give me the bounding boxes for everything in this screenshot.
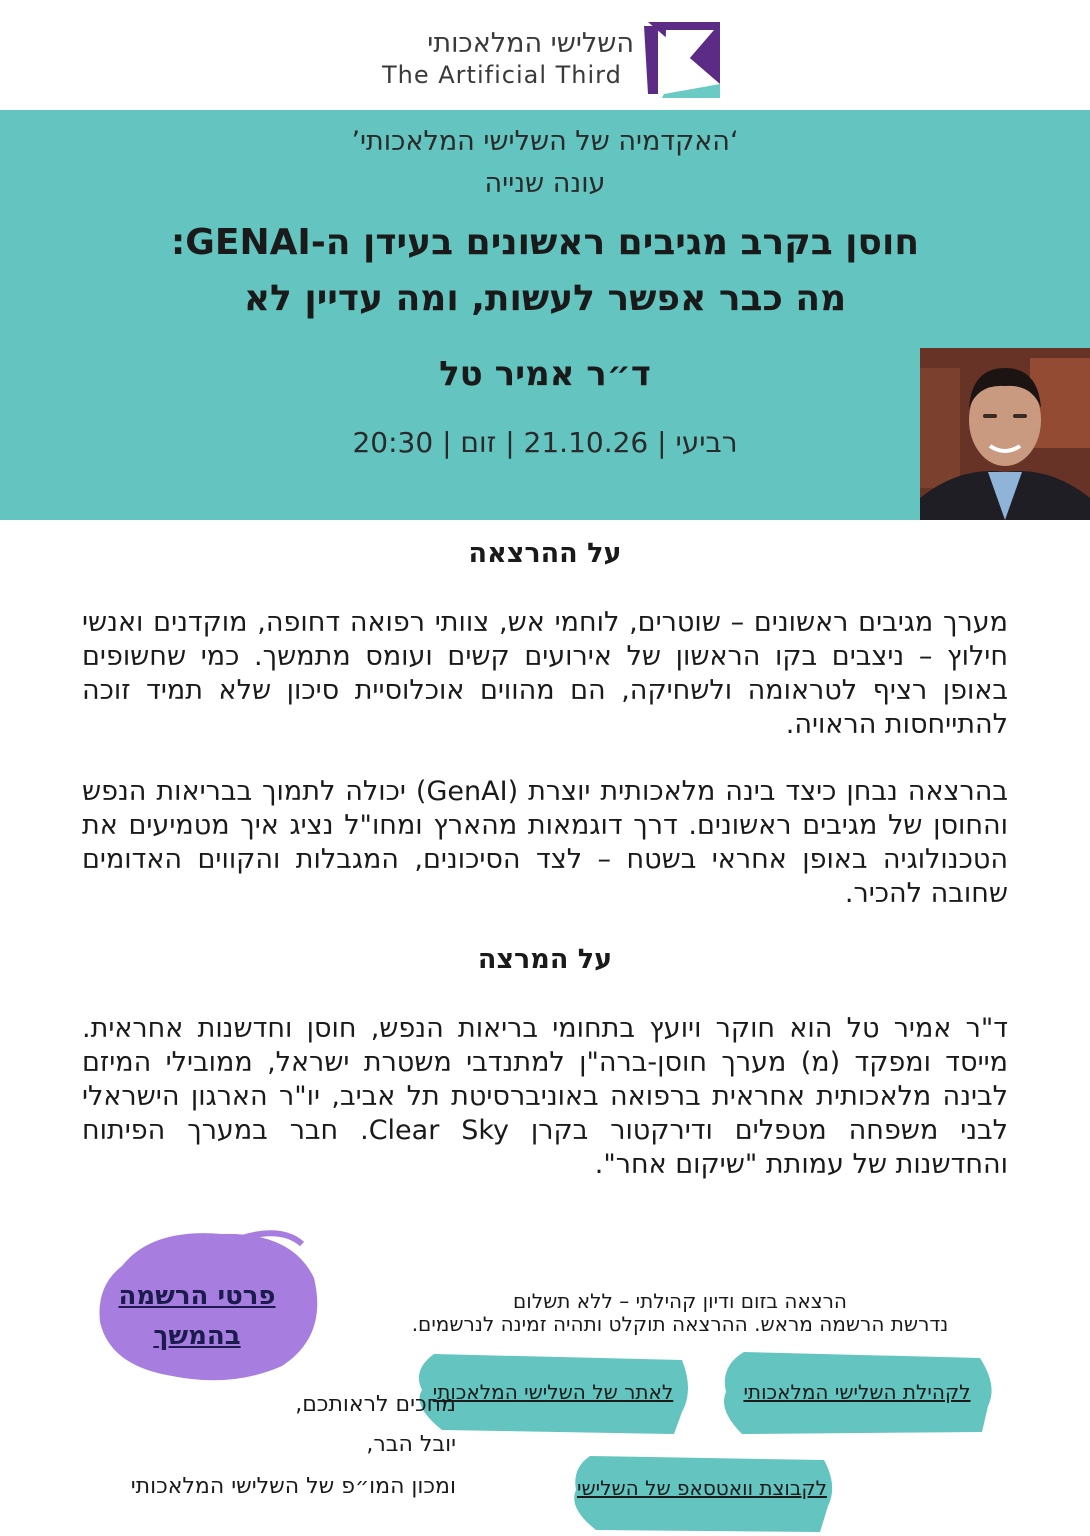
info-line-2: נדרשת הרשמה מראש. ההרצאה תוקלט ותהיה זמינה לנרשמים. [411, 1312, 949, 1336]
about-lecture-title: על ההרצאה [468, 538, 622, 569]
about-speaker-title: על המרצה [477, 944, 613, 975]
logo-english: The Artificial Third [382, 61, 622, 89]
about-lecture-paragraph-2: בהרצאה נבחן כיצד בינה מלאכותית יוצרת (GenAI) יכולה לתמוך בבריאות הנפש והחוסן של מגיבים ראשונים. דרך דוגמאות מהארץ ומחו"ל נציג איך מטמיעים את הטכנולוגיה באופן אחראי בשטח – לצד הסיכונים, המגבלות והקווים האדומים שחובה להכיר. [82, 776, 1009, 909]
header [0, 0, 1090, 110]
event-title-line1: חוסן בקרב מגיבים ראשונים בעידן ה-GENAI: [170, 222, 920, 263]
info-line-1: הרצאה בזום ודיון קהילתי – ללא תשלום [513, 1289, 847, 1313]
registration-link[interactable] [92, 1276, 302, 1356]
event-banner [0, 110, 1090, 520]
registration-line-2: בהמשך [153, 1321, 241, 1351]
sign-line-2: יובל הבר, [366, 1432, 456, 1457]
about-speaker-paragraph: ד"ר אמיר טל הוא חוקר ויועץ בתחומי בריאות הנפש, חוסן וחדשנות אחראית. מייסד ומפקד (מ) מערך חוסן-ברה"ן למתנדבי משטרת ישראל, ממובילי המיזם לבינה מלאכותית אחראית ברפואה באוניברסיטת תל אביב, יו"ר הארגון הישראלי לבני משפחה מטפלים ודירקטור בקרן Clear Sky. חבר במערך הפיתוח והחדשנות של עמותת "שיקום אחר". [82, 1013, 1008, 1180]
logo-text [382, 28, 634, 90]
event-meta: רביעי | 21.10.26 | זום | 20:30 [352, 426, 738, 459]
logo-hebrew: השלישי המלאכותי [427, 28, 634, 59]
event-title-line2: מה כבר אפשר לעשות, ומה עדיין לא [243, 278, 847, 319]
logo-icon [644, 22, 720, 98]
sign-line-1: מחכים לראותכם, [295, 1392, 456, 1417]
speaker-name: ד״ר אמיר טל [439, 354, 651, 394]
registration-line-1: פרטי הרשמה [118, 1281, 276, 1311]
sign-line-3: ומכון המו״פ של השלישי המלאכותי [130, 1474, 456, 1499]
whatsapp-link[interactable]: לקבוצת וואטסאפ של השלישי [577, 1476, 827, 1500]
about-lecture-paragraph-1: מערך מגיבים ראשונים – שוטרים, לוחמי אש, צוותי רפואה דחופה, מוקדנים ואנשי חילוץ – ניצבים בקו הראשון של אירועים קשים ועומס מתמשך. כמי שחשופים באופן רציף לטראומה ולשחיקה, הם מהווים אוכלוסיית סיכון שלא תמיד זוכה להתייחסות הראויה. [82, 607, 1008, 740]
speaker-photo [920, 348, 1090, 520]
academy-label: ‘האקדמיה של השלישי המלאכותי’ [351, 126, 739, 157]
community-link[interactable]: לקהילת השלישי המלאכותי [743, 1380, 971, 1404]
season-label: עונה שנייה [484, 168, 606, 199]
website-link[interactable]: לאתר של השלישי המלאכותי [432, 1380, 674, 1404]
